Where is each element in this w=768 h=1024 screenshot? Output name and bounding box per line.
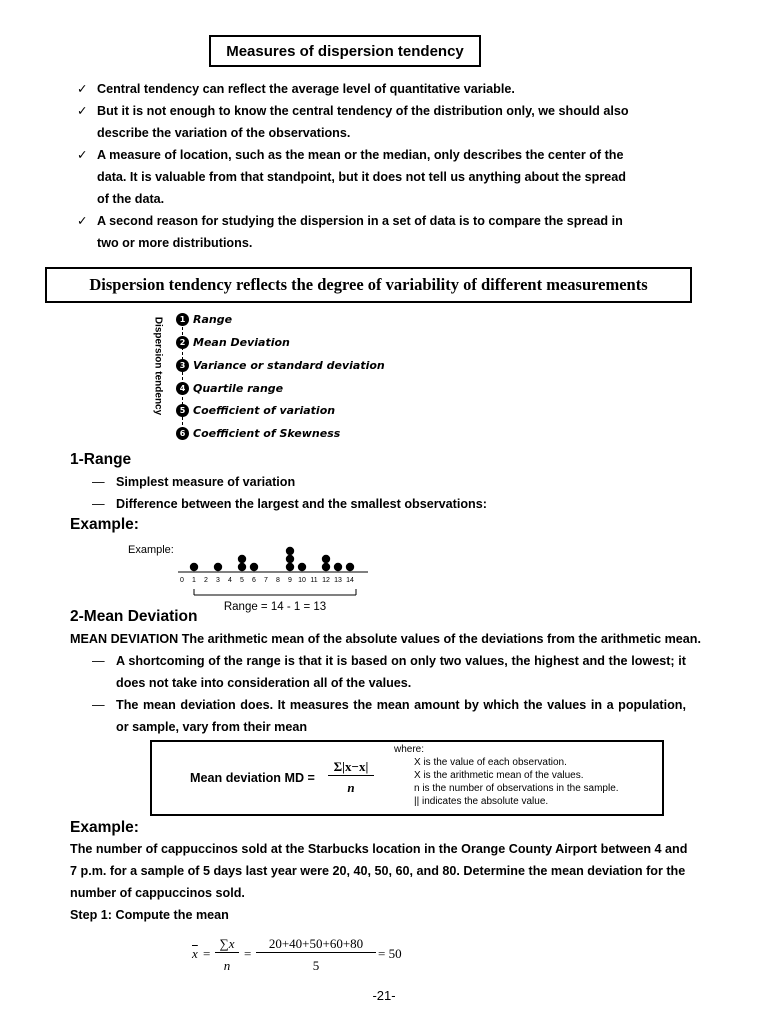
range-dot-plot xyxy=(120,540,380,616)
axis-tick-label: 7 xyxy=(264,577,268,584)
data-dot xyxy=(190,563,198,571)
check-icon: ✓ xyxy=(77,82,88,96)
formula-denominator: n xyxy=(347,780,355,795)
list-item: — The mean deviation does. It measures the mean amount by which the values in a population, or sample, vary from their mean xyxy=(92,694,686,738)
formula-label: Mean deviation MD = xyxy=(190,771,315,785)
list-item: — Simplest measure of variation xyxy=(92,471,692,493)
axis-tick-label: 10 xyxy=(298,577,306,584)
ticks-group xyxy=(180,577,354,584)
data-dot xyxy=(334,563,342,571)
list-item: ✓ But it is not enough to know the central tendency of the distribution only, we should also describe the variation of the observations. xyxy=(77,100,637,144)
axis-tick-label: 14 xyxy=(346,577,354,584)
list-item: — Difference between the largest and the smallest observations: xyxy=(92,493,692,515)
data-dot xyxy=(322,563,330,571)
dash-icon: — xyxy=(92,654,105,668)
dispersion-item: 4 Quartile range xyxy=(176,382,283,395)
example-heading: Example: xyxy=(70,516,139,533)
eq-denominator: 5 xyxy=(312,958,320,973)
mean-equation xyxy=(190,934,420,978)
mean-deviation-formula-box xyxy=(150,740,664,816)
dispersion-item: 1 Range xyxy=(176,313,232,326)
eq-result: = 50 xyxy=(378,946,402,961)
data-dot xyxy=(214,563,222,571)
dash-icon: — xyxy=(92,698,105,712)
eq-equals: = xyxy=(244,946,252,961)
dispersion-vertical-label: Dispersion tendency xyxy=(152,316,164,416)
data-dot xyxy=(286,547,294,555)
check-icon: ✓ xyxy=(77,214,88,228)
section-heading-mean-deviation: 2-Mean Deviation xyxy=(70,608,198,625)
figure-example-label: Example: xyxy=(128,544,174,556)
mean-deviation-bullet-list xyxy=(92,650,686,738)
where-label: where: xyxy=(394,744,425,755)
data-dot xyxy=(250,563,258,571)
eq-n: n xyxy=(223,958,231,973)
data-dot xyxy=(286,555,294,563)
check-icon: ✓ xyxy=(77,104,88,118)
where-item: X is the value of each observation. xyxy=(414,757,567,768)
example-text: The number of cappuccinos sold at the Starbucks location in the Orange County Airport between 4 and 7 p.m. for a sample of 5 days last year were 20, 40, 50, 60, and 80. Determine the mean deviation for the number of cappuccinos sold. xyxy=(70,842,688,900)
axis-tick-label: 1 xyxy=(192,577,196,584)
example-heading-2: Example: xyxy=(70,819,139,836)
axis-tick-label: 12 xyxy=(322,577,330,584)
formula-numerator: Σ|x−x| xyxy=(328,759,374,776)
page-number: -21- xyxy=(372,988,396,1003)
data-dot xyxy=(286,563,294,571)
mean-deviation-definition: MEAN DEVIATION The arithmetic mean of the absolute values of the deviations from the arithmetic mean. xyxy=(70,632,701,646)
axis-tick-label: 8 xyxy=(276,577,280,584)
data-dot xyxy=(322,555,330,563)
axis-tick-label: 3 xyxy=(216,577,220,584)
list-item: ✓ Central tendency can reflect the average level of quantitative variable. xyxy=(77,78,637,100)
axis-tick-label: 13 xyxy=(334,577,342,584)
intro-bullet-list xyxy=(77,78,637,254)
axis-tick-label: 2 xyxy=(204,577,208,584)
step1-text: Step 1: Compute the mean xyxy=(70,908,229,922)
section-heading-range: 1-Range xyxy=(70,451,132,468)
axis-tick-label: 0 xyxy=(180,577,184,584)
dash-icon: — xyxy=(92,497,105,511)
data-dot xyxy=(238,555,246,563)
eq-numerator: 20+40+50+60+80 xyxy=(256,936,376,953)
axis-tick-label: 6 xyxy=(252,577,256,584)
data-dot xyxy=(238,563,246,571)
list-item: — A shortcoming of the range is that it is based on only two values, the highest and the lowest; it does not take into consideration all of the values. xyxy=(92,650,686,694)
dots-group xyxy=(190,547,354,571)
dispersion-item: 3 Variance or standard deviation xyxy=(176,359,385,372)
eq-sum: ∑x xyxy=(215,936,239,953)
axis-tick-label: 5 xyxy=(240,577,244,584)
range-label: Range = 14 - 1 = 13 xyxy=(223,601,327,613)
where-list xyxy=(414,756,619,808)
check-icon: ✓ xyxy=(77,148,88,162)
dispersion-item: 2 Mean Deviation xyxy=(176,336,290,349)
where-item: X is the arithmetic mean of the values. xyxy=(414,770,584,781)
dash-icon: — xyxy=(92,475,105,489)
list-item: ✓ A measure of location, such as the mean or the median, only describes the center of the data. It is valuable from that standpoint, but it does not tell us anything about the spread of the data. xyxy=(77,144,637,210)
data-dot xyxy=(298,563,306,571)
axis-tick-label: 4 xyxy=(228,577,232,584)
axis-tick-label: 11 xyxy=(310,577,318,584)
dispersion-item: 5 Coefficient of variation xyxy=(176,404,335,417)
axis-tick-label: 9 xyxy=(288,577,292,584)
section-banner: Dispersion tendency reflects the degree of variability of different measurements xyxy=(45,267,692,303)
list-item: ✓ A second reason for studying the dispersion in a set of data is to compare the spread in two or more distributions. xyxy=(77,210,637,254)
data-dot xyxy=(346,563,354,571)
where-item: n is the number of observations in the sample. xyxy=(414,783,619,794)
dispersion-item: 6 Coefficient of Skewness xyxy=(176,427,340,440)
page-title: Measures of dispersion tendency xyxy=(209,35,481,67)
range-bullet-list xyxy=(92,471,692,515)
eq-xbar: $\overline{x}$ xyxy=(192,946,198,961)
eq-equals: = xyxy=(203,946,211,961)
where-item: || indicates the absolute value. xyxy=(414,796,549,807)
